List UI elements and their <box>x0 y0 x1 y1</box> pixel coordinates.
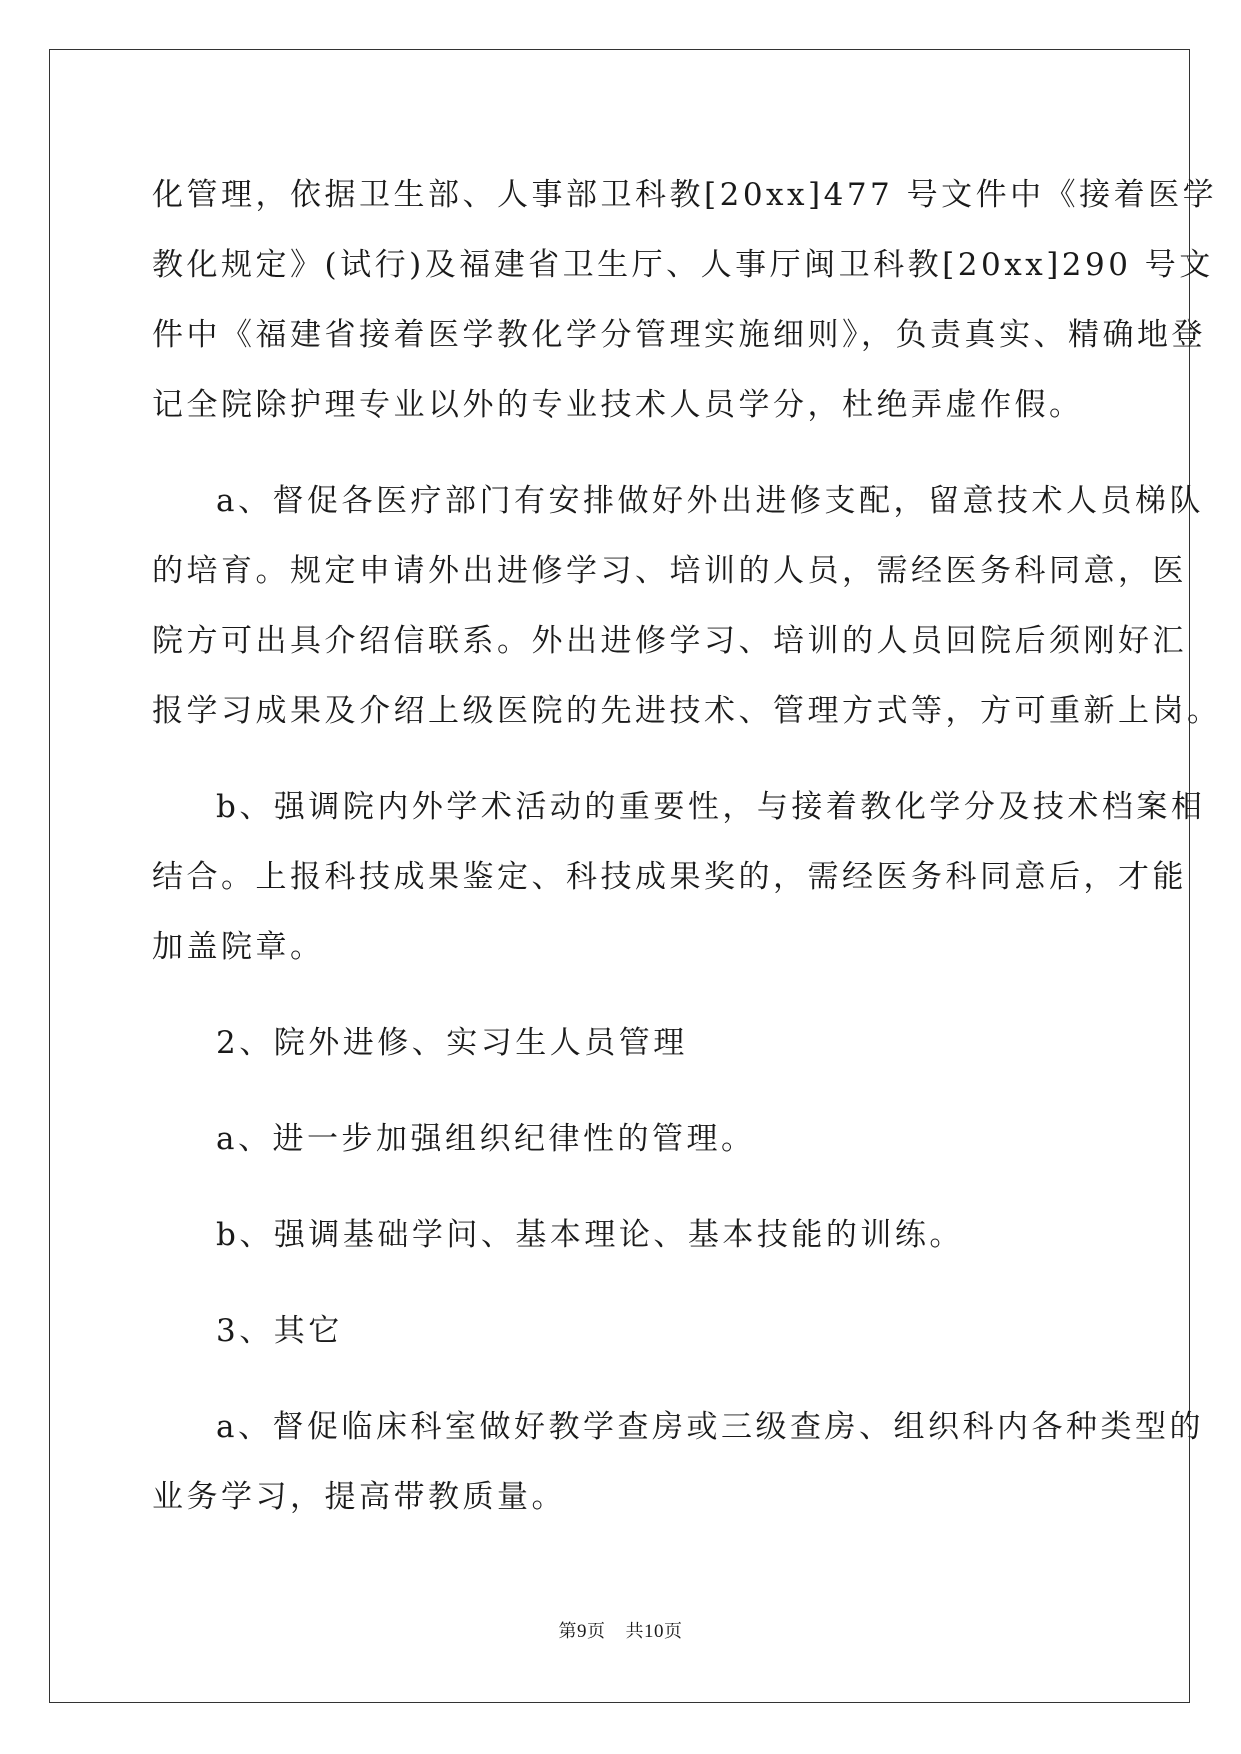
section-heading: 2、院外进修、实习生人员管理 <box>216 1025 688 1061</box>
paragraph-line: 报学习成果及介绍上级医院的先进技术、管理方式等，方可重新上岗。 <box>152 693 1222 729</box>
paragraph-line: 件中《福建省接着医学教化学分管理实施细则》，负责真实、精确地登 <box>152 317 1206 353</box>
document-body <box>152 160 1222 1532</box>
section-heading: 3、其它 <box>216 1313 343 1349</box>
paragraph-line: 的培育。规定申请外出进修学习、培训的人员，需经医务科同意，医 <box>152 553 1187 589</box>
list-item: b、强调基础学问、基本理论、基本技能的训练。 <box>216 1217 964 1253</box>
total-prefix: 共 <box>625 1621 644 1642</box>
list-item: a、进一步加强组织纪律性的管理。 <box>216 1121 756 1157</box>
paragraph-line: 记全院除护理专业以外的专业技术人员学分，杜绝弄虚作假。 <box>152 387 1084 423</box>
paragraph-line: 加盖院章。 <box>152 929 325 965</box>
paragraph-line: 院方可出具介绍信联系。外出进修学习、培训的人员回院后须刚好汇 <box>152 623 1187 659</box>
paragraph-line: 业务学习，提高带教质量。 <box>152 1479 566 1515</box>
paragraph-line: 化管理，依据卫生部、人事部卫科教[20xx]477 号文件中《接着医学 <box>152 177 1218 213</box>
paragraph-line: a、督促临床科室做好教学查房或三级查房、组织科内各种类型的 <box>216 1409 1204 1445</box>
paragraph-line: b、强调院内外学术活动的重要性，与接着教化学分及技术档案相 <box>216 789 1206 825</box>
page-footer <box>0 1617 1241 1643</box>
page-suffix: 页 <box>587 1621 606 1642</box>
paragraph-line: 结合。上报科技成果鉴定、科技成果奖的，需经医务科同意后，才能 <box>152 859 1187 895</box>
paragraph-line: a、督促各医疗部门有安排做好外出进修支配，留意技术人员梯队 <box>216 483 1204 519</box>
total-suffix: 页 <box>664 1621 683 1642</box>
page-number: 9 <box>577 1621 587 1642</box>
page-prefix: 第 <box>558 1621 577 1642</box>
total-pages: 10 <box>644 1621 664 1642</box>
paragraph-line: 教化规定》(试行)及福建省卫生厅、人事厅闽卫科教[20xx]290 号文 <box>152 247 1214 283</box>
